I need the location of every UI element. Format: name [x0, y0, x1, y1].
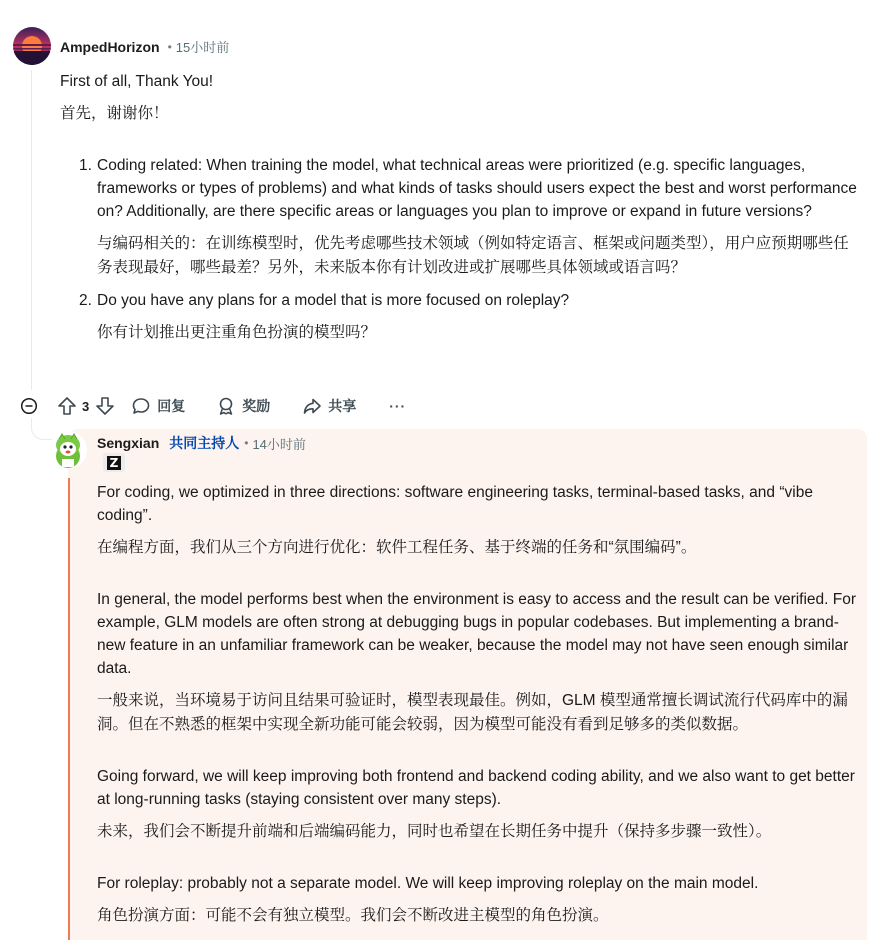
- intro-zh: 首先，谢谢你！: [60, 105, 169, 122]
- more-options-button[interactable]: ···: [389, 398, 407, 414]
- vote-count: 3: [82, 398, 90, 414]
- reply-thread-line[interactable]: [68, 478, 70, 940]
- share-arrow-icon: [302, 396, 322, 416]
- paragraph-zh: 未来，我们会不断提升前端和后端编码能力，同时也希望在长期任务中提升（保持多步骤一致性）。: [97, 823, 772, 840]
- cohost-badge: 共同主持人: [169, 435, 240, 451]
- thread-line[interactable]: [31, 70, 32, 390]
- paragraph-zh: 在编程方面，我们从三个方向进行优化：软件工程任务、基于终端的任务和“氛围编码”。: [97, 539, 697, 556]
- comment-action-bar: [20, 394, 406, 418]
- question-zh: 与编码相关的：在训练模型时，优先考虑哪些技术领域（例如特定语言、框架或问题类型），用户应预期哪些任务表现最好，哪些最差？另外，未来版本你有计划改进或扩展哪些具体领域或语言吗？: [97, 235, 849, 276]
- separator-dot: •: [167, 39, 172, 54]
- reply-body: [97, 481, 857, 937]
- list-number: 1.: [79, 157, 92, 174]
- reply-button[interactable]: [131, 396, 185, 416]
- question-zh: 你有计划推出更注重角色扮演的模型吗？: [97, 324, 377, 341]
- paragraph-en: In general, the model performs best when the environment is easy to access and the result can be verified. For example, GLM models are often strong at debugging bugs in popular codebases. But implementing a brand-new feature in an unfamiliar framework can be weaker, because the model may not have seen enough similar data.: [97, 591, 857, 677]
- timestamp[interactable]: 15小时前: [175, 40, 230, 55]
- paragraph-zh: 角色扮演方面：可能不会有独立模型。我们会不断改进主模型的角色扮演。: [97, 907, 609, 924]
- paragraph-zh: 一般来说，当环境易于访问且结果可验证时，模型表现最佳。例如，GLM 模型通常擅长调试流行代码库中的漏洞。但在不熟悉的框架中实现全新功能可能会较弱，因为模型可能没有看到足够多的类似数据。: [97, 692, 848, 733]
- award-button[interactable]: [216, 396, 270, 416]
- intro-en: First of all, Thank You!: [60, 73, 214, 90]
- reply-header: [97, 433, 306, 453]
- upvote-arrow-icon[interactable]: [57, 396, 77, 416]
- comment-bubble-icon: [131, 396, 151, 416]
- paragraph-en: For coding, we optimized in three directions: software engineering tasks, terminal-based tasks, and “vibe coding”.: [97, 484, 813, 524]
- question-en: Do you have any plans for a model that is more focused on roleplay?: [97, 292, 570, 309]
- list-item: [79, 289, 860, 345]
- avatar[interactable]: [13, 27, 51, 65]
- question-en: Coding related: When training the model, what technical areas were prioritized (e.g. specific languages, frameworks or types of problems) and what kinds of tasks should users expect the best and worst performance on? Additionally, are there specific areas or languages you plan to improve or expand in future versions?: [97, 157, 857, 220]
- separator-dot: •: [244, 436, 249, 450]
- timestamp[interactable]: 14小时前: [252, 436, 306, 452]
- username[interactable]: AmpedHorizon: [60, 38, 160, 55]
- list-number: 2.: [79, 292, 92, 309]
- avatar[interactable]: [49, 431, 87, 469]
- paragraph-en: Going forward, we will keep improving both frontend and backend coding ability, and we also want to get better at long-running tasks (staying consistent over many steps).: [97, 768, 855, 808]
- comment-body: [60, 70, 860, 354]
- comment-header: [60, 37, 229, 56]
- user-flair: [103, 453, 125, 472]
- question-list: [60, 154, 860, 345]
- list-item: [79, 154, 860, 280]
- share-button[interactable]: [302, 396, 356, 416]
- paragraph-en: For roleplay: probably not a separate model. We will keep improving roleplay on the main model.: [97, 875, 759, 892]
- reply-label: 回复: [157, 398, 186, 414]
- collapse-circle-icon[interactable]: [20, 397, 38, 415]
- award-label: 奖励: [242, 398, 271, 414]
- flair-z-icon: Z: [107, 456, 121, 470]
- share-label: 共享: [328, 398, 357, 414]
- downvote-arrow-icon[interactable]: [95, 396, 115, 416]
- username[interactable]: Sengxian: [97, 435, 160, 451]
- award-icon: [216, 396, 236, 416]
